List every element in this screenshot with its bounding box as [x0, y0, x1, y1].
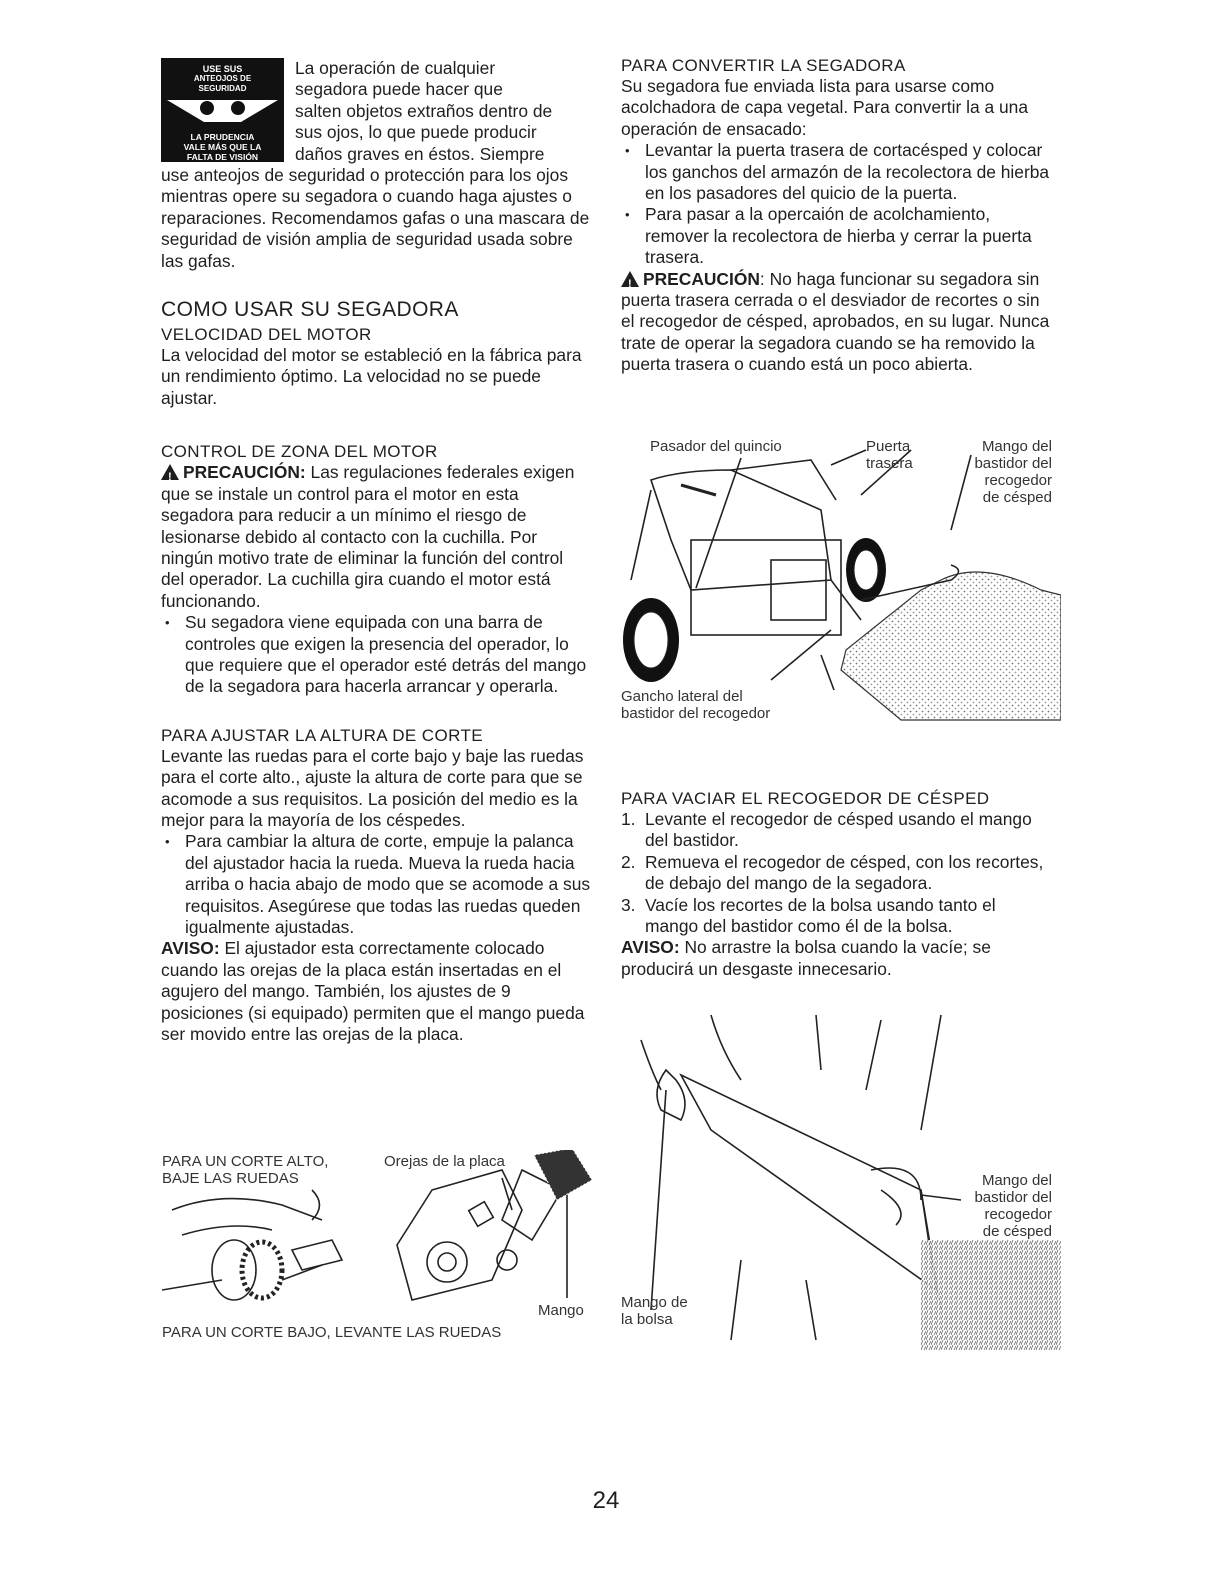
caution-text: Las regulaciones federales exigen que se instale un control para el motor en esta segadora para reducir a un mínimo el riesgo de lesionarse debido al contacto con la cuchilla. Por ningún motivo trate de eliminar la función del control del operador. La cuchilla gira cuando el motor está funcionando.: [161, 462, 575, 611]
badge-line: LA PRUDENCIA: [190, 132, 255, 142]
fig1-hook-line: bastidor del recogedor: [621, 705, 771, 722]
fig1-frame-line: recogedor: [984, 472, 1052, 489]
list-item: [621, 809, 1051, 852]
wheel-height-illustration: [162, 1150, 602, 1325]
fig2-frame-line: Mango del: [981, 1172, 1052, 1189]
intro-wrapped: [295, 58, 591, 165]
list-item: • Para cambiar la altura de corte, empuje la palanca del ajustador hacia la rueda. Mueva la rueda hacia arriba o hacia abajo de modo que se acomode a sus requisitos. Asegúrese que todas las ruedas queden igualmente ajustadas.: [161, 831, 591, 938]
aviso-text: No arrastre la bolsa cuando la vacíe; se producirá un desgaste innecesario.: [621, 937, 991, 979]
page-number: 24: [592, 1487, 620, 1514]
empty-aviso: [621, 937, 1051, 980]
zone-caution: [161, 462, 591, 612]
fig1-hook-label: [621, 688, 770, 722]
fig1-frame-label: [940, 438, 1052, 506]
fig1-frame-line: Mango del: [981, 438, 1052, 455]
intro-paragraph: use anteojos de seguridad o protección para los ojos mientras opere su segadora o cuando haga ajustes o reparaciones. Recomendamos gafas o una mascara de seguridad de visión amplia de seguridad usada sobre las gafas.: [161, 165, 590, 271]
fig1-hinge-label: Pasador del quincio: [650, 438, 782, 455]
height-aviso: [161, 938, 591, 1045]
warning-icon: [161, 464, 179, 480]
fig1-door-line: trasera: [866, 455, 913, 472]
badge-line: FALTA DE VISIÓN: [186, 152, 259, 162]
fig2-frame-line: de césped: [982, 1223, 1052, 1240]
convert-bullets: [621, 140, 1051, 268]
convert-heading: PARA CONVERTIR LA SEGADORA: [621, 56, 906, 75]
intro-line: daños graves en éstos. Siempre: [295, 143, 545, 164]
height-bullets: [161, 831, 591, 938]
fig2-frame-line: recogedor: [984, 1206, 1052, 1223]
left-column: [161, 58, 591, 1045]
speed-paragraph: La velocidad del motor se estableció en la fábrica para un rendimiento óptimo. La velocidad no se puede ajustar.: [161, 345, 582, 408]
fig1-hook-line: Gancho lateral del: [621, 688, 743, 705]
step-number: 2.: [621, 851, 636, 872]
aviso-label: AVISO:: [621, 937, 680, 958]
fig2-bag-line: Mango de: [621, 1294, 688, 1311]
caution-text: : No haga funcionar su segadora sin puerta trasera cerrada o el desviador de recortes o sin el recogedor de césped, aprobados, en su lugar. Nunca trate de operar la segadora cuando se ha removido la puerta trasera o cuando está un poco abierta.: [621, 268, 1050, 375]
badge-line: USE SUS: [202, 64, 243, 74]
fig1-frame-line: bastidor del: [974, 455, 1052, 472]
fig-ears-label: Orejas de la placa: [384, 1153, 505, 1170]
step-text: Levante el recogedor de césped usando el mango del bastidor.: [645, 809, 1032, 851]
fig1-door-label: [866, 438, 913, 472]
fig-high-line: PARA UN CORTE ALTO,: [162, 1153, 329, 1170]
fig-high-line: BAJE LAS RUEDAS: [162, 1170, 299, 1187]
intro-line: segadora puede hacer que: [295, 79, 503, 100]
step-number: 3.: [621, 894, 636, 915]
caution-label: PRECAUCIÓN: [643, 268, 760, 289]
badge-line: ANTEOJOS DE: [193, 74, 252, 83]
list-item: • Levantar la puerta trasera de cortacésped y colocar los ganchos del armazón de la recolectora de hierba en los pasadores del quicio de la puerta.: [621, 140, 1051, 204]
fig1-frame-line: de césped: [982, 489, 1052, 506]
convert-caution: [621, 269, 1051, 376]
height-paragraph: Levante las ruedas para el corte bajo y baje las ruedas para el corte alto., ajuste la altura de corte para que se acomode a sus requisitos. La posición del medio es la mejor para la mayoría de los céspedes.: [161, 745, 584, 830]
list-item: [621, 895, 1051, 938]
aviso-label: AVISO:: [161, 938, 220, 959]
zone-heading: CONTROL DE ZONA DEL MOTOR: [161, 442, 438, 462]
fig-low-label: PARA UN CORTE BAJO, LEVANTE LAS RUEDAS: [162, 1324, 502, 1341]
intro-line: La operación de cualquier: [295, 58, 496, 78]
fig2-bag-label: [621, 1294, 688, 1328]
step-text: Remueva el recogedor de césped, con los recortes, de debajo del mango de la segadora.: [645, 851, 1044, 894]
intro-line: sus ojos, lo que puede producir: [295, 122, 537, 143]
right-column: [621, 55, 1051, 376]
badge-line: SEGURIDAD: [198, 84, 247, 93]
list-item: • Para pasar a la opercaión de acolchamiento, remover la recolectora de hierba y cerrar la puerta trasera.: [621, 204, 1051, 268]
list-item: [621, 852, 1051, 895]
aviso-text: El ajustador esta correctamente colocado cuando las orejas de la placa están insertadas en el agujero del mango. También, los ajustes de 9 posiciones (si equipado) permiten que el mango pueda ser movido entre las orejas de la placa.: [161, 938, 585, 1045]
list-item: • Su segadora viene equipada con una barra de controles que exigen la presencia del operador, lo que requiere que el operador esté detrás del mango de la segadora para hacerla arrancar y operarla.: [161, 612, 591, 698]
height-heading: PARA AJUSTAR LA ALTURA DE CORTE: [161, 725, 483, 745]
fig1-door-line: Puerta: [866, 438, 911, 455]
empty-section: [621, 788, 1051, 980]
speed-heading: VELOCIDAD DEL MOTOR: [161, 325, 372, 345]
empty-steps: [621, 809, 1051, 937]
caution-label: PRECAUCIÓN:: [183, 462, 306, 483]
fig2-frame-label: [940, 1172, 1052, 1240]
warning-icon: [621, 271, 639, 287]
zone-bullets: [161, 612, 591, 698]
step-text: Vacíe los recortes de la bolsa usando tanto el mango del bastidor como él de la bolsa.: [645, 894, 996, 937]
empty-heading: PARA VACIAR EL RECOGEDOR DE CÉSPED: [621, 789, 990, 808]
convert-paragraph: Su segadora fue enviada lista para usarse como acolchadora de capa vegetal. Para convertir la a una operación de ensacado:: [621, 76, 1029, 139]
step-number: 1.: [621, 809, 636, 829]
fig2-bag-line: la bolsa: [621, 1311, 673, 1328]
section-title: COMO USAR SU SEGADORA: [161, 298, 459, 322]
fig-handle-label: Mango: [538, 1302, 584, 1319]
badge-line: VALE MÁS QUE LA: [183, 142, 262, 152]
intro-line: salten objetos extraños dentro de: [295, 100, 553, 121]
fig2-frame-line: bastidor del: [974, 1189, 1052, 1206]
